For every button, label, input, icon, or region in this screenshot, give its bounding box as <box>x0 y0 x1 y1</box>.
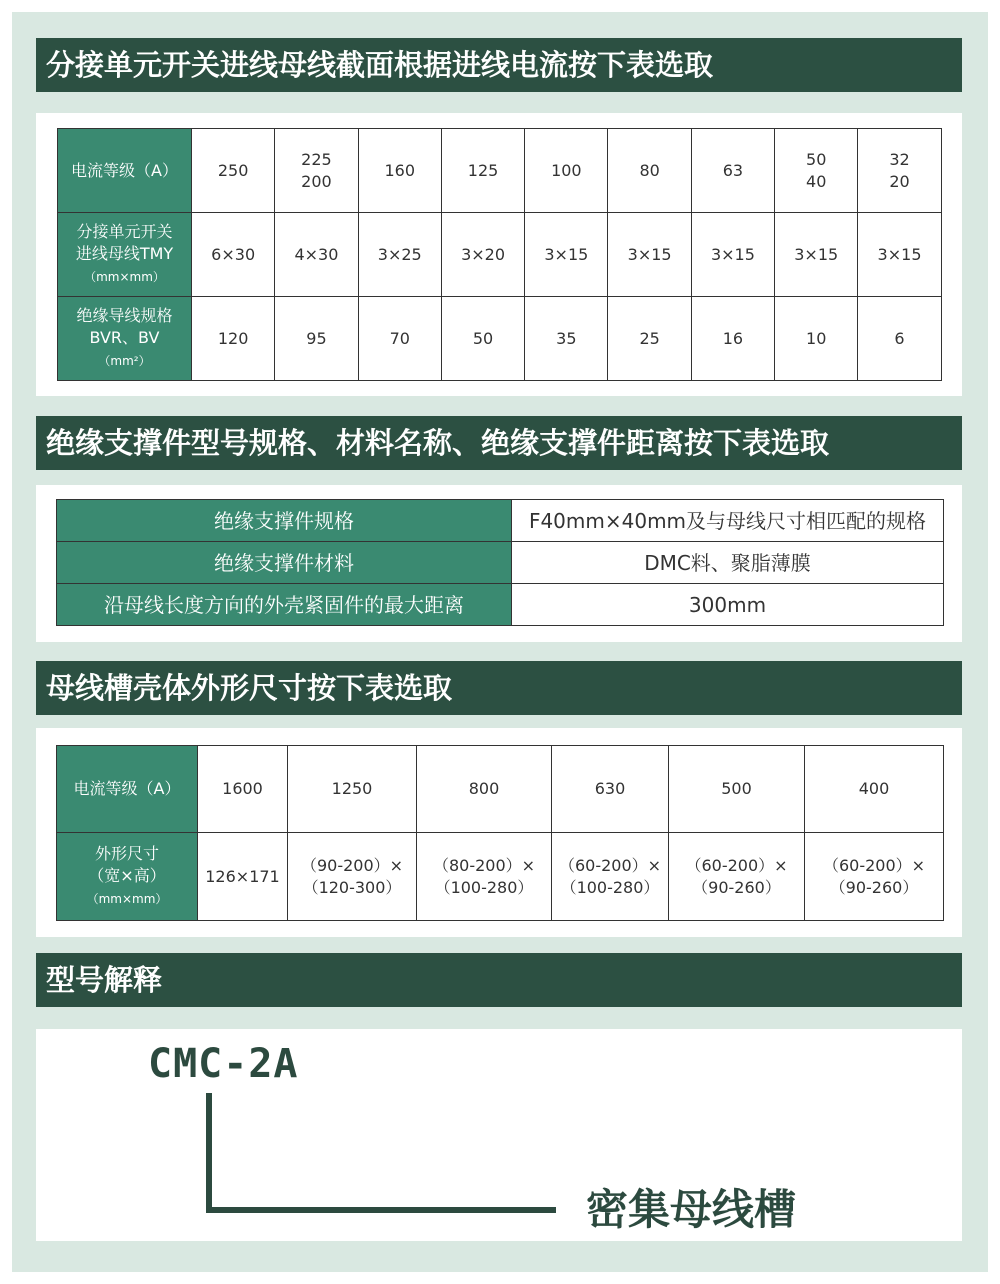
table-cell: （60-200）× （90-260） <box>669 833 805 921</box>
model-code: CMC-2A <box>148 1041 299 1087</box>
connector-line-vertical <box>206 1093 212 1213</box>
table-cell: 160 <box>358 129 441 213</box>
table-cell: 300mm <box>512 584 944 626</box>
panel-model-explanation <box>36 1029 962 1241</box>
row-header-current-level: 电流等级（A） <box>58 129 192 213</box>
table-cell: 1250 <box>288 746 417 833</box>
table-cell: 3×15 <box>858 213 941 297</box>
section-title-busbar-section: 分接单元开关进线母线截面根据进线电流按下表选取 <box>36 38 962 92</box>
table-cell: 3×15 <box>775 213 858 297</box>
table-cell: 32 20 <box>858 129 941 213</box>
table-cell: 4×30 <box>275 213 358 297</box>
table-cell: 50 <box>441 297 524 381</box>
section-title-insulator: 绝缘支撑件型号规格、材料名称、绝缘支撑件距离按下表选取 <box>36 416 962 470</box>
table-cell: 500 <box>669 746 805 833</box>
table-cell: 25 <box>608 297 691 381</box>
insulator-table <box>56 499 944 626</box>
table-cell: 10 <box>775 297 858 381</box>
table-cell: 6×30 <box>192 213 275 297</box>
table-row <box>57 584 944 626</box>
table-cell: 63 <box>691 129 774 213</box>
table-cell: 6 <box>858 297 941 381</box>
table-cell: 95 <box>275 297 358 381</box>
table-cell: 3×15 <box>608 213 691 297</box>
table-cell: 3×15 <box>525 213 608 297</box>
busbar-section-table <box>57 128 942 381</box>
table-cell: 16 <box>691 297 774 381</box>
table-cell: 70 <box>358 297 441 381</box>
table-cell: DMC料、聚脂薄膜 <box>512 542 944 584</box>
table-cell: 35 <box>525 297 608 381</box>
table-cell: 3×20 <box>441 213 524 297</box>
table-row <box>57 500 944 542</box>
table-row <box>57 542 944 584</box>
table-row <box>58 129 942 213</box>
table-cell: （80-200）× （100-280） <box>417 833 552 921</box>
panel-housing-table <box>36 728 962 937</box>
row-header-wire-spec: 绝缘导线规格 BVR、BV （mm²） <box>58 297 192 381</box>
table-cell: （60-200）× （100-280） <box>552 833 669 921</box>
table-cell: （90-200）× （120-300） <box>288 833 417 921</box>
table-cell: 225 200 <box>275 129 358 213</box>
row-header-insulator-spec: 绝缘支撑件规格 <box>57 500 512 542</box>
table-cell: 400 <box>805 746 944 833</box>
panel-insulator-table <box>36 485 962 642</box>
row-header-busbar-tmy: 分接单元开关 进线母线TMY （mm×mm） <box>58 213 192 297</box>
row-header-insulator-material: 绝缘支撑件材料 <box>57 542 512 584</box>
housing-size-table <box>56 745 944 921</box>
table-cell: 3×15 <box>691 213 774 297</box>
table-cell: 630 <box>552 746 669 833</box>
section-title-model-explanation: 型号解释 <box>36 953 962 1007</box>
section-title-housing-size: 母线槽壳体外形尺寸按下表选取 <box>36 661 962 715</box>
table-cell: F40mm×40mm及与母线尺寸相匹配的规格 <box>512 500 944 542</box>
table-cell: 800 <box>417 746 552 833</box>
table-cell: 120 <box>192 297 275 381</box>
row-header-current-level: 电流等级（A） <box>57 746 198 833</box>
model-meaning: 密集母线槽 <box>586 1185 797 1234</box>
connector-line-horizontal <box>206 1207 556 1213</box>
table-cell: （60-200）× （90-260） <box>805 833 944 921</box>
table-row <box>58 213 942 297</box>
table-row <box>57 833 944 921</box>
table-cell: 80 <box>608 129 691 213</box>
table-cell: 126×171 <box>198 833 288 921</box>
table-cell: 50 40 <box>775 129 858 213</box>
table-row <box>58 297 942 381</box>
table-row <box>57 746 944 833</box>
table-cell: 3×25 <box>358 213 441 297</box>
table-cell: 250 <box>192 129 275 213</box>
table-cell: 1600 <box>198 746 288 833</box>
table-cell: 100 <box>525 129 608 213</box>
table-cell: 125 <box>441 129 524 213</box>
panel-busbar-table <box>36 113 962 396</box>
row-header-outline-size: 外形尺寸 （宽×高） （mm×mm） <box>57 833 198 921</box>
row-header-fastener-distance: 沿母线长度方向的外壳紧固件的最大距离 <box>57 584 512 626</box>
